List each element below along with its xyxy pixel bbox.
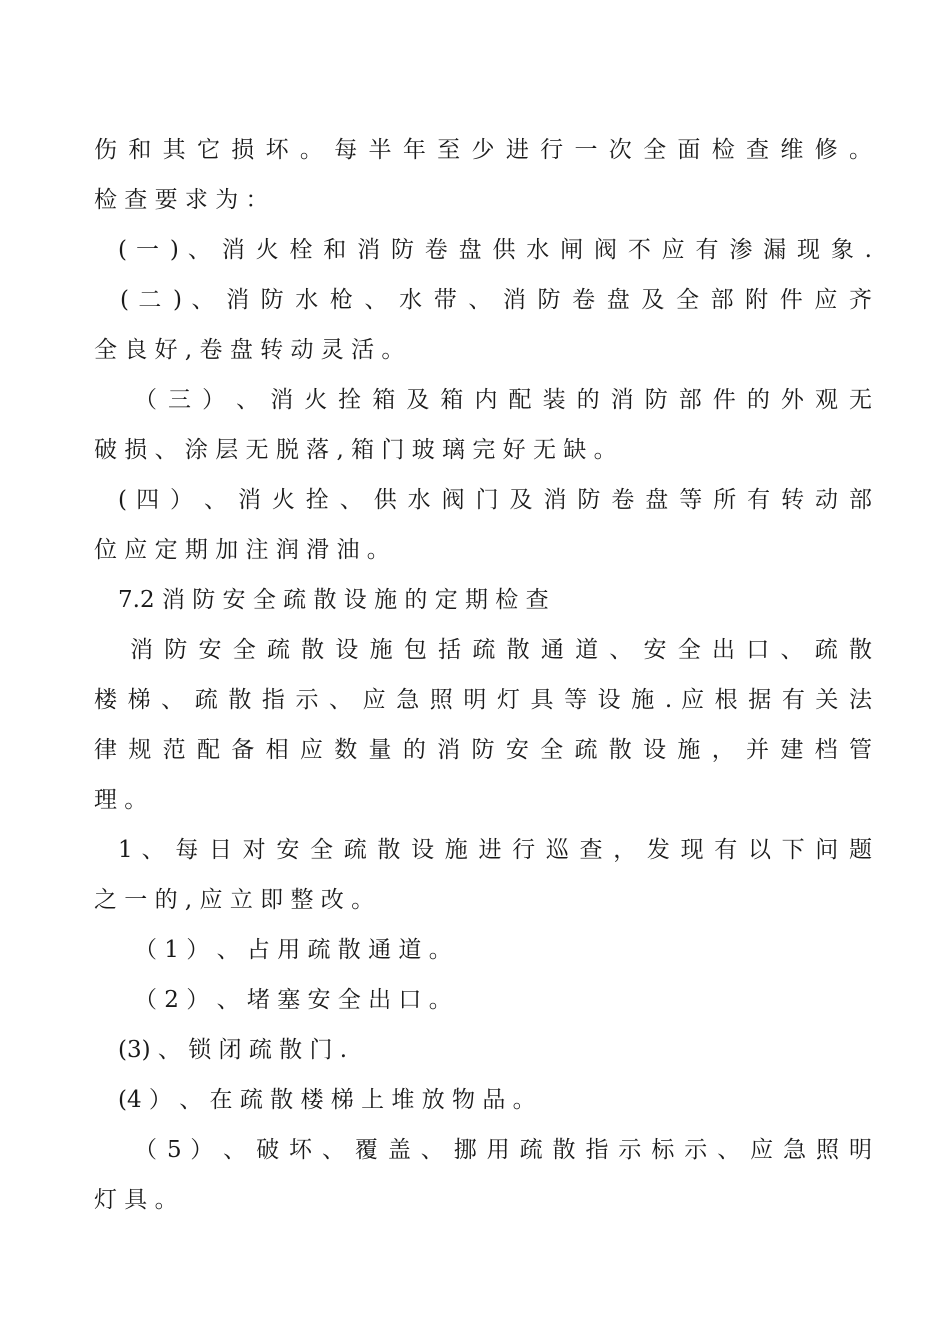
text-line-2: 检 查 要 求 为 ： xyxy=(94,187,269,213)
text-line-16: 之 一 的 , 应 立 即 整 改 。 xyxy=(94,887,375,913)
text-line-14: 理 。 xyxy=(94,787,148,813)
text-line-6: （ 三 ） 、 消 火 拴 箱 及 箱 内 配 装 的 消 防 部 件 的 外 观 无 xyxy=(134,387,872,413)
text-line-7: 破 损 、 涂 层 无 脱 落 , 箱 门 玻 璃 完 好 无 缺 。 xyxy=(94,437,617,463)
text-line-4: ( 二 ) 、 消 防 水 枪 、 水 带 、 消 防 卷 盘 及 全 部 附 件 应 齐 xyxy=(120,287,872,313)
list-item-2: （ 2 ） 、 堵 塞 安 全 出 口 。 xyxy=(134,987,452,1013)
text-line-5: 全 良 好 , 卷 盘 转 动 灵 活 。 xyxy=(94,337,405,363)
text-line-1: 伤 和 其 它 损 坏 。 每 半 年 至 少 进 行 一 次 全 面 检 查 维 修 。 xyxy=(94,137,872,163)
text-line-12: 楼 梯 、 疏 散 指 示 、 应 急 照 明 灯 具 等 设 施 . 应 根 据 有 关 法 xyxy=(94,687,872,713)
list-item-3: (3) 、 锁 闭 疏 散 门 . xyxy=(118,1037,348,1063)
text-line-11: 消 防 安 全 疏 散 设 施 包 括 疏 散 通 道 、 安 全 出 口 、 疏 散 xyxy=(130,637,872,663)
text-line-9: 位 应 定 期 加 注 润 滑 油 。 xyxy=(94,537,390,563)
list-item-5: （ 5 ） 、 破 坏 、 覆 盖 、 挪 用 疏 散 指 示 标 示 、 应 急 照 明 xyxy=(134,1137,872,1163)
text-line-15: 1 、 每 日 对 安 全 疏 散 设 施 进 行 巡 查 ， 发 现 有 以 下 问 题 xyxy=(118,837,872,863)
text-line-22: 灯 具 。 xyxy=(94,1187,178,1213)
text-line-13: 律 规 范 配 备 相 应 数 量 的 消 防 安 全 疏 散 设 施 ， 并 建 档 管 xyxy=(94,737,872,763)
section-heading-7-2: 7.2 消 防 安 全 疏 散 设 施 的 定 期 检 查 xyxy=(118,587,549,613)
list-item-4: (4 ） 、 在 疏 散 楼 梯 上 堆 放 物 品 。 xyxy=(118,1087,536,1113)
text-line-8: ( 四 ） 、 消 火 拴 、 供 水 阀 门 及 消 防 卷 盘 等 所 有 转 动 部 xyxy=(118,487,872,513)
list-item-1: （ 1 ） 、 占 用 疏 散 通 道 。 xyxy=(134,937,452,963)
text-line-3: ( 一 ) 、 消 火 栓 和 消 防 卷 盘 供 水 闸 阀 不 应 有 渗 漏 现 象 . xyxy=(118,237,872,263)
